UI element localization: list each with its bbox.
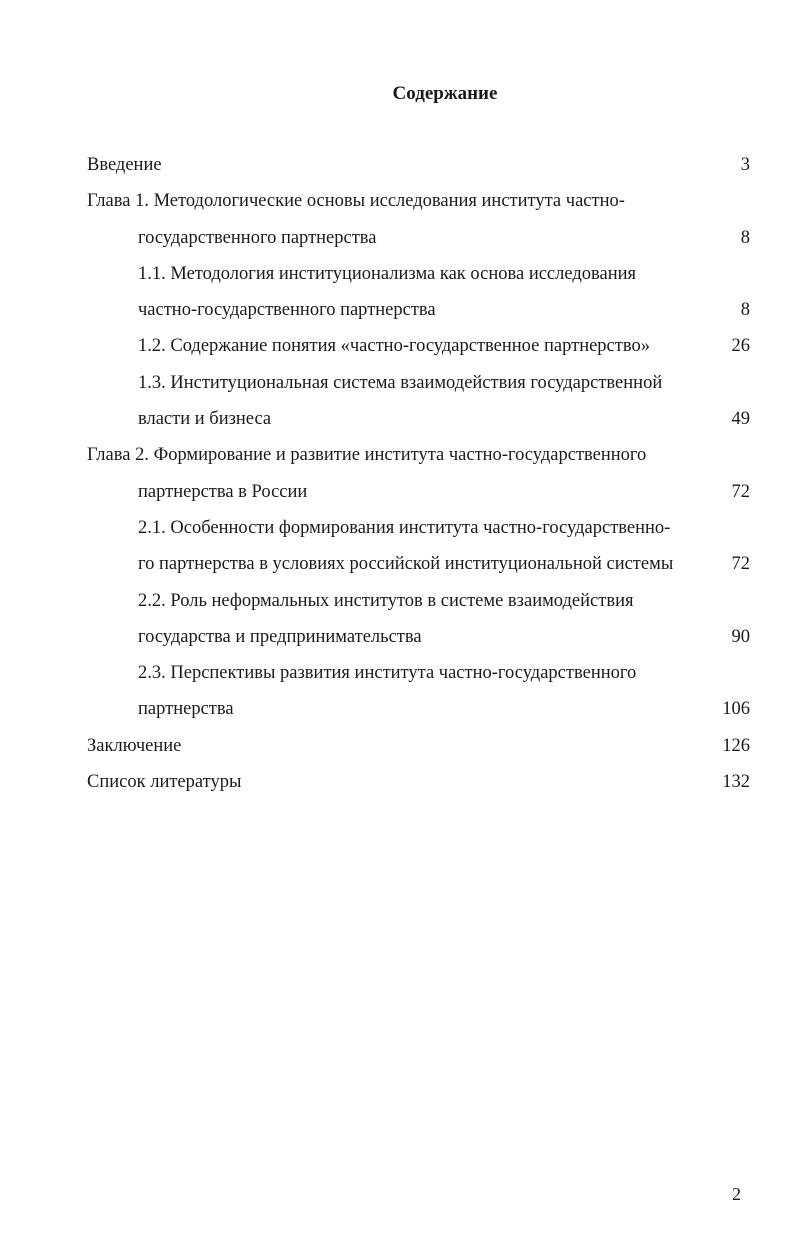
toc-entry-text: Введение	[87, 155, 162, 175]
toc-entry-section-2-1	[87, 513, 750, 549]
toc-entry-text: государственного партнерства	[138, 227, 377, 248]
toc-page-number: 126	[722, 735, 750, 756]
toc-page-number: 3	[740, 155, 750, 175]
toc-entry-section-2-2-cont	[87, 622, 750, 658]
toc-page-number: 49	[731, 409, 750, 430]
toc-entry-section-1-1	[87, 259, 750, 295]
toc-page-number: 72	[731, 554, 750, 575]
toc-entry-section-2-3-cont	[87, 694, 750, 730]
toc-entry-text: го партнерства в условиях российской институциональной системы	[138, 554, 674, 575]
toc-entry-text: власти и бизнеса	[138, 409, 272, 430]
toc-entry-section-1-3-cont	[87, 404, 750, 440]
toc-page-number: 26	[731, 336, 750, 357]
toc-entry-introduction	[87, 150, 750, 186]
toc-entry-chapter-1	[87, 186, 750, 222]
toc-entry-section-1-1-cont	[87, 295, 750, 331]
toc-entry-text: Глава 1. Методологические основы исследования института частно-	[87, 191, 625, 212]
toc-entry-chapter-2	[87, 440, 750, 476]
page-number: 2	[732, 1184, 741, 1204]
toc-entry-section-1-2	[87, 331, 750, 367]
toc-entry-text: 1.3. Институциональная система взаимодействия государственной	[138, 372, 663, 393]
toc-entry-section-2-3	[87, 658, 750, 694]
toc-entry-section-1-3	[87, 368, 750, 404]
toc-entry-conclusion	[87, 731, 750, 767]
toc-entry-text: Список литературы	[87, 772, 242, 793]
toc-entry-text: 1.1. Методология институционализма как основа исследования	[138, 263, 637, 284]
toc-page-number: 8	[740, 227, 750, 248]
toc-entry-text: частно-государственного партнерства	[138, 300, 436, 321]
toc-entry-text: партнерства	[138, 699, 234, 720]
toc-entry-text: 1.2. Содержание понятия «частно-государственное партнерство»	[138, 336, 650, 357]
toc-entry-text: 2.1. Особенности формирования института частно-государственно-	[138, 517, 671, 538]
toc-entry-text: Заключение	[87, 735, 182, 756]
toc-entry-chapter-1-cont	[87, 223, 750, 259]
toc-page-number: 132	[722, 772, 750, 793]
page-title: Содержание	[392, 83, 498, 104]
table-of-contents	[87, 150, 750, 803]
toc-entry-text: государства и предпринимательства	[138, 626, 422, 647]
toc-entry-bibliography	[87, 767, 750, 803]
toc-page-number: 72	[731, 481, 750, 502]
toc-entry-section-2-1-cont	[87, 549, 750, 585]
toc-entry-text: 2.2. Роль неформальных институтов в системе взаимодействия	[138, 590, 634, 611]
toc-page-number: 106	[722, 699, 750, 720]
toc-entry-section-2-2	[87, 586, 750, 622]
toc-entry-text: Глава 2. Формирование и развитие института частно-государственного	[87, 445, 647, 466]
toc-page-number: 90	[731, 626, 750, 647]
toc-entry-chapter-2-cont	[87, 477, 750, 513]
toc-entry-text: партнерства в России	[138, 481, 308, 502]
toc-page-number: 8	[740, 300, 750, 321]
toc-entry-text: 2.3. Перспективы развития института частно-государственного	[138, 663, 637, 684]
